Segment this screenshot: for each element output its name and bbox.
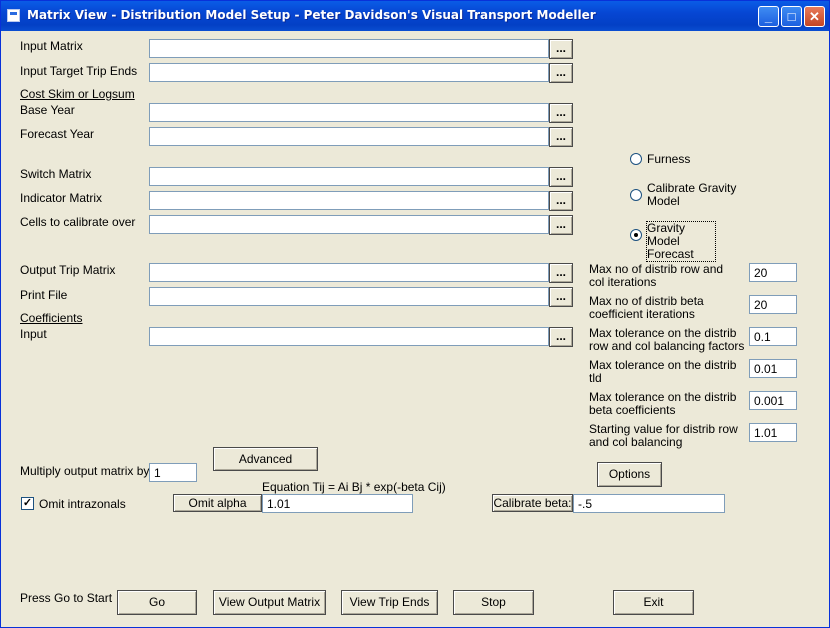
- base-year-browse-button[interactable]: ...: [549, 103, 573, 123]
- param-beta-iterations-label: Max no of distrib beta coefficient iterations: [589, 294, 704, 321]
- param-beta-iterations-field[interactable]: [749, 295, 797, 314]
- output-trip-matrix-field[interactable]: [149, 263, 549, 282]
- forecast-year-label: Forecast Year: [20, 127, 95, 141]
- param-tolerance-beta-label: Max tolerance on the distrib beta coefficients: [589, 390, 737, 417]
- input-target-trip-ends-field[interactable]: [149, 63, 549, 82]
- omit-intrazonals-label[interactable]: Omit intrazonals: [39, 497, 126, 511]
- param-tolerance-beta-field[interactable]: [749, 391, 797, 410]
- forecast-year-browse-button[interactable]: ...: [549, 127, 573, 147]
- input-matrix-field[interactable]: [149, 39, 549, 58]
- input-matrix-label: Input Matrix: [20, 39, 83, 53]
- exit-button[interactable]: Exit: [613, 590, 694, 615]
- coefficients-heading: Coefficients: [20, 311, 83, 325]
- radio-gravity-model-forecast-label[interactable]: Gravity Model Forecast: [647, 222, 715, 261]
- output-trip-matrix-label: Output Trip Matrix: [20, 263, 116, 277]
- base-year-field[interactable]: [149, 103, 549, 122]
- switch-matrix-browse-button[interactable]: ...: [549, 167, 573, 187]
- multiply-output-field[interactable]: [149, 463, 197, 482]
- cells-to-calibrate-browse-button[interactable]: ...: [549, 215, 573, 235]
- go-button[interactable]: Go: [117, 590, 197, 615]
- minimize-button[interactable]: _: [758, 6, 779, 27]
- radio-gravity-model-forecast[interactable]: [630, 229, 642, 241]
- radio-furness-label[interactable]: Furness: [647, 152, 691, 166]
- window-title: Matrix View - Distribution Model Setup - Peter Davidson's Visual Transport Modeller: [27, 8, 596, 22]
- view-trip-ends-button[interactable]: View Trip Ends: [341, 590, 438, 615]
- status-text: Press Go to Start: [20, 591, 113, 605]
- calibrate-beta-button[interactable]: Calibrate beta:: [493, 496, 572, 510]
- beta-value-field[interactable]: [573, 494, 725, 513]
- radio-calibrate-gravity-model[interactable]: [630, 189, 642, 201]
- base-year-label: Base Year: [20, 103, 75, 117]
- coefficients-input-label: Input: [20, 327, 47, 341]
- switch-matrix-field[interactable]: [149, 167, 549, 186]
- indicator-matrix-field[interactable]: [149, 191, 549, 210]
- param-tolerance-balancing-label: Max tolerance on the distrib row and col balancing factors: [589, 326, 745, 353]
- maximize-button[interactable]: □: [781, 6, 802, 27]
- omit-intrazonals-checkbox[interactable]: ✓: [22, 497, 33, 509]
- switch-matrix-label: Switch Matrix: [20, 167, 92, 181]
- print-file-field[interactable]: [149, 287, 549, 306]
- input-matrix-browse-button[interactable]: ...: [549, 39, 573, 59]
- equation-label: Equation Tij = Ai Bj * exp(-beta Cij): [262, 480, 446, 494]
- cost-skim-heading: Cost Skim or Logsum: [20, 87, 135, 101]
- param-row-col-iterations-label: Max no of distrib row and col iterations: [589, 262, 724, 289]
- output-trip-matrix-browse-button[interactable]: ...: [549, 263, 573, 283]
- indicator-matrix-label: Indicator Matrix: [20, 191, 103, 205]
- param-starting-value-label: Starting value for distrib row and col balancing: [589, 422, 738, 449]
- param-tolerance-balancing-field[interactable]: [749, 327, 797, 346]
- cells-to-calibrate-field[interactable]: [149, 215, 549, 234]
- param-tolerance-tld-label: Max tolerance on the distrib tld: [589, 358, 737, 385]
- forecast-year-field[interactable]: [149, 127, 549, 146]
- radio-furness[interactable]: [630, 153, 642, 165]
- app-icon[interactable]: [7, 9, 20, 22]
- param-starting-value-field[interactable]: [749, 423, 797, 442]
- input-target-trip-ends-label: Input Target Trip Ends: [20, 64, 138, 78]
- cells-to-calibrate-label: Cells to calibrate over: [20, 215, 136, 229]
- coefficients-input-field[interactable]: [149, 327, 549, 346]
- omit-alpha-button[interactable]: Omit alpha: [173, 494, 262, 512]
- coefficients-input-browse-button[interactable]: ...: [549, 327, 573, 347]
- options-button[interactable]: Options: [597, 462, 662, 487]
- radio-calibrate-gravity-model-label[interactable]: Calibrate Gravity Model: [647, 181, 737, 208]
- alpha-value-field[interactable]: [262, 494, 413, 513]
- title-bar[interactable]: [1, 1, 829, 31]
- stop-button[interactable]: Stop: [453, 590, 534, 615]
- advanced-button[interactable]: Advanced: [213, 447, 318, 471]
- view-output-matrix-button[interactable]: View Output Matrix: [213, 590, 326, 615]
- print-file-browse-button[interactable]: ...: [549, 287, 573, 307]
- multiply-output-label: Multiply output matrix by: [20, 464, 150, 478]
- print-file-label: Print File: [20, 288, 68, 302]
- close-button[interactable]: ✕: [804, 6, 825, 27]
- indicator-matrix-browse-button[interactable]: ...: [549, 191, 573, 211]
- param-tolerance-tld-field[interactable]: [749, 359, 797, 378]
- input-target-trip-ends-browse-button[interactable]: ...: [549, 63, 573, 83]
- param-row-col-iterations-field[interactable]: [749, 263, 797, 282]
